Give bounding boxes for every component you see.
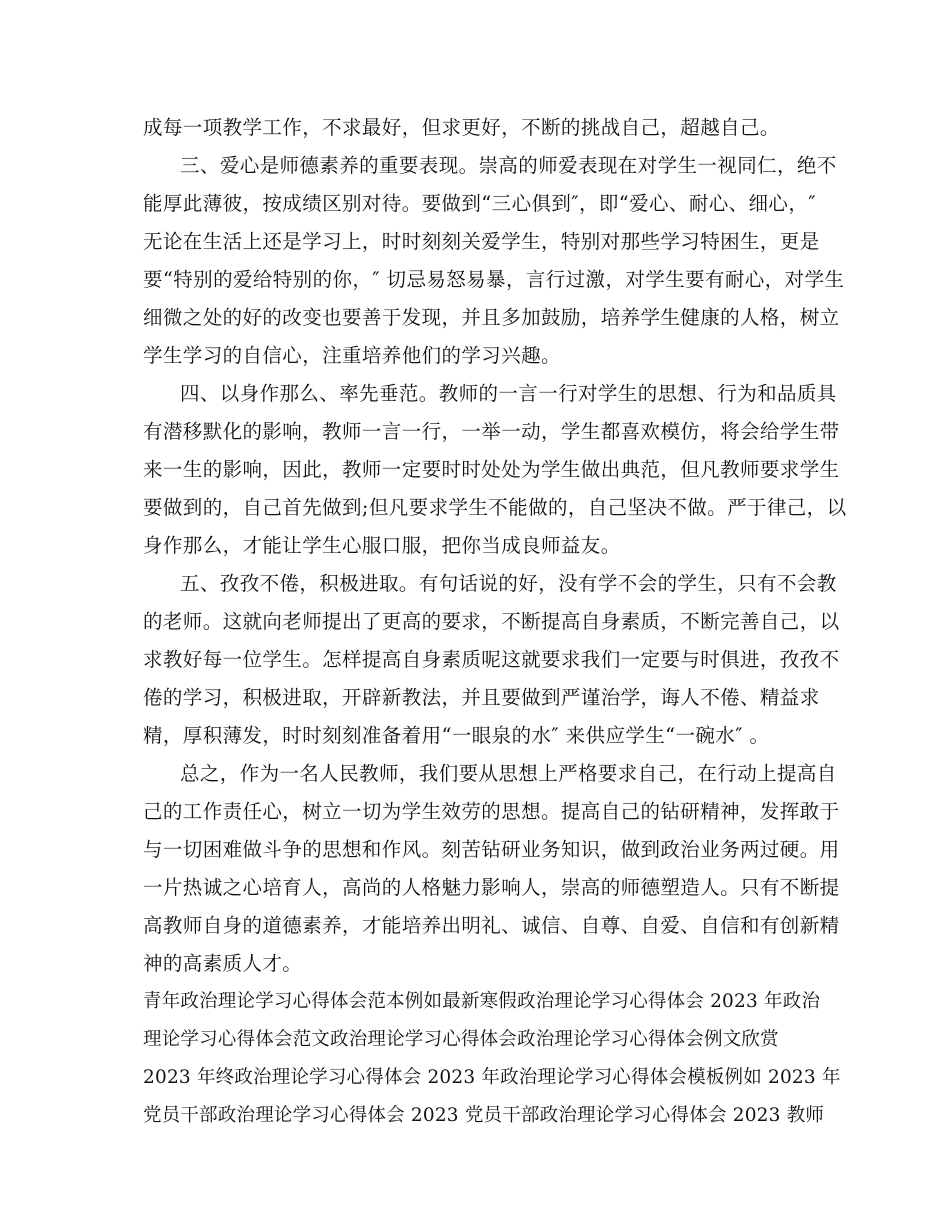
paragraph-start-line: 四、以身作那么、率先垂范。教师的一言一行对学生的思想、行为和品质具 (180, 382, 837, 405)
body-line: 来一生的影响，因此，教师一定要时时处处为学生做出典范，但凡教师要求学生 (143, 458, 840, 481)
body-line: 一片热诚之心培育人，高尚的人格魅力影响人，崇高的师德塑造人。只有不断提 (143, 876, 840, 899)
body-line: 精，厚积薄发，时时刻刻准备着用“一眼泉的水″ 来供应学生“一碗水″ 。 (143, 724, 770, 747)
body-line: 学生学习的自信心，注重培养他们的学习兴趣。 (143, 344, 561, 367)
paragraph-start-line: 五、孜孜不倦，积极进取。有句话说的好，没有学不会的学生，只有不会教 (180, 572, 837, 595)
related-articles-line: 党员干部政治理论学习心得体会 2023 党员干部政治理论学习心得体会 2023 教师 (143, 1105, 825, 1126)
body-line: 能厚此薄彼，按成绩区别对待。要做到“三心俱到″，即“爱心、耐心、细心，″ (143, 192, 816, 215)
body-line: 细微之处的好的改变也要善于发现，并且多加鼓励，培养学生健康的人格，树立 (143, 306, 840, 329)
body-line: 要“特别的爱给特别的你，″ 切忌易怒易暴，言行过激，对学生要有耐心，对学生 (143, 268, 845, 291)
body-line: 有潜移默化的影响，教师一言一行，一举一动，学生都喜欢模仿，将会给学生带 (143, 420, 840, 443)
body-line: 与一切困难做斗争的思想和作风。刻苦钻研业务知识，做到政治业务两过硬。用 (143, 838, 840, 861)
related-articles-line: 2023 年终政治理论学习心得体会 2023 年政治理论学习心得体会模板例如 2023 年 (143, 1067, 841, 1088)
body-line: 要做到的，自己首先做到;但凡要求学生不能做的，自己坚决不做。严于律己，以 (143, 496, 847, 519)
related-articles-line: 理论学习心得体会范文政治理论学习心得体会政治理论学习心得体会例文欣赏 (143, 1029, 779, 1050)
paragraph-start-line: 三、爱心是师德素养的重要表现。崇高的师爱表现在对学生一视同仁，绝不 (180, 154, 837, 177)
body-line: 高教师自身的道德素养，才能培养出明礼、诚信、自尊、自爱、自信和有创新精 (143, 914, 840, 937)
body-line: 神的高素质人才。 (143, 952, 303, 975)
body-line: 成每一项教学工作，不求最好，但求更好，不断的挑战自己，超越自己。 (143, 116, 780, 139)
body-line: 身作那么，才能让学生心服口服，把你当成良师益友。 (143, 534, 621, 557)
body-line: 的老师。这就向老师提出了更高的要求，不断提高自身素质，不断完善自己，以 (143, 610, 840, 633)
related-articles-line: 青年政治理论学习心得体会范本例如最新寒假政治理论学习心得体会 2023 年政治 (143, 991, 821, 1012)
paragraph-start-line: 总之，作为一名人民教师，我们要从思想上严格要求自己，在行动上提高自 (180, 762, 837, 785)
body-line: 求教好每一位学生。怎样提高自身素质呢这就要求我们一定要与时俱进，孜孜不 (143, 648, 840, 671)
body-line: 倦的学习，积极进取，开辟新教法，并且要做到严谨治学，诲人不倦、精益求 (143, 686, 820, 709)
body-line: 无论在生活上还是学习上，时时刻刻关爱学生，特别对那些学习特困生，更是 (143, 230, 820, 253)
body-line: 己的工作责任心，树立一切为学生效劳的思想。提高自己的钻研精神，发挥敢于 (143, 800, 840, 823)
